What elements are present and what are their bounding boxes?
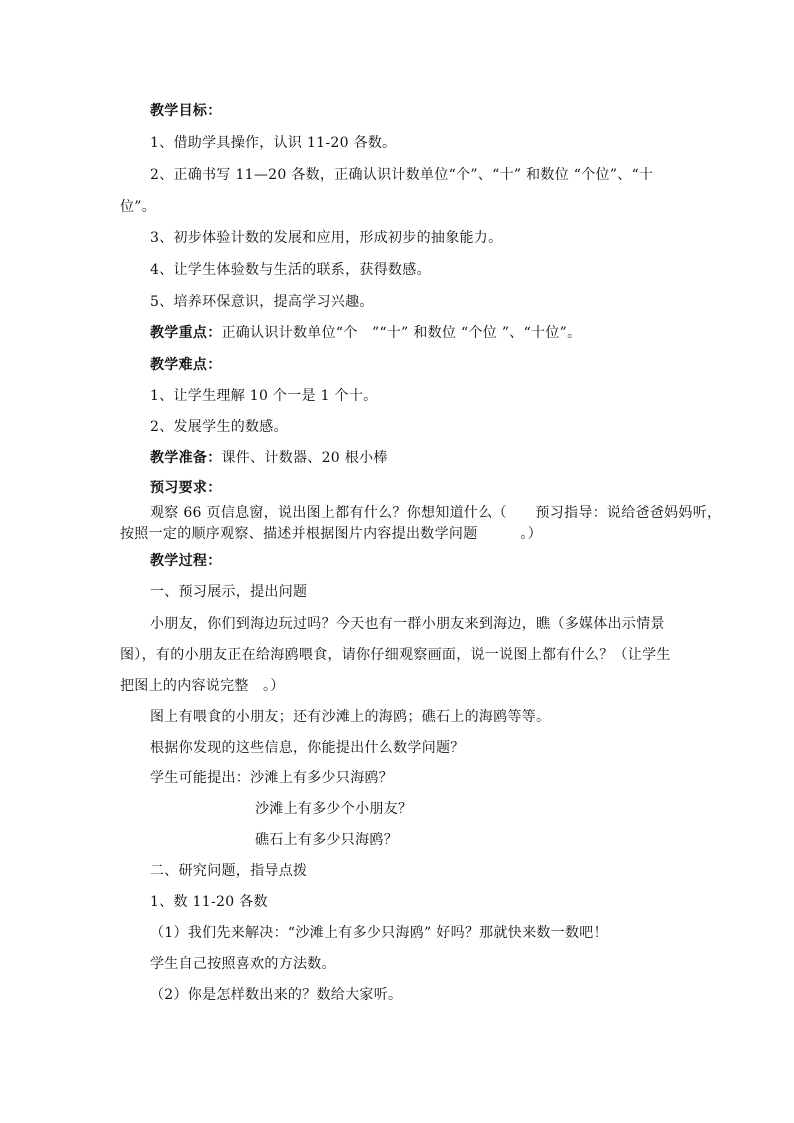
preview-line-1: 观察 66 页信息窗，说出图上都有什么？你想知道什么（ 预习指导：说给爸爸妈妈听， bbox=[150, 505, 722, 521]
difficulty-1: 1、让学生理解 10 个一是 1 个十。 bbox=[150, 388, 378, 404]
key-points bbox=[150, 323, 581, 343]
section2-line-4: （2）你是怎样数出来的？数给大家听。 bbox=[150, 987, 403, 1003]
section1-line-7: 沙滩上有多少个小朋友？ bbox=[255, 801, 413, 817]
objective-4: 4、让学生体验数与生活的联系，获得数感。 bbox=[150, 262, 431, 278]
objectives-title: 教学目标： bbox=[150, 103, 222, 119]
objective-2-cont: 位”。 bbox=[120, 199, 157, 215]
objective-3: 3、初步体验计数的发展和应用，形成初步的抽象能力。 bbox=[150, 230, 503, 246]
preparation-label: 教学准备： bbox=[150, 450, 222, 466]
key-points-text: 正确认识计数单位“个 ”“十” 和数位 “个位 ”、“十位”。 bbox=[221, 325, 582, 341]
section2-line-2: （1）我们先来解决：“沙滩上有多少只海鸥” 好吗？那就快来数一数吧！ bbox=[150, 925, 608, 941]
section2-line-3: 学生自己按照喜欢的方法数。 bbox=[150, 956, 336, 972]
section1-line-6: 学生可能提出：沙滩上有多少只海鸥？ bbox=[150, 770, 394, 786]
process-title: 教学过程： bbox=[150, 553, 222, 569]
section1-line-8: 礁石上有多少只海鸥？ bbox=[255, 832, 398, 848]
preparation-text: 课件、计数器、20 根小棒 bbox=[221, 450, 388, 466]
difficulties-title: 教学难点： bbox=[150, 357, 222, 373]
section1-line-4: 图上有喂食的小朋友；还有沙滩上的海鸥；礁石上的海鸥等等。 bbox=[150, 709, 551, 725]
preview-line-2: 按照一定的顺序观察、描述并根据图片内容提出数学问题 。） bbox=[120, 526, 542, 542]
section1-line-2: 图），有的小朋友正在给海鸥喂食，请你仔细观察画面，说一说图上都有什么？（让学生 bbox=[120, 647, 671, 663]
objective-5: 5、培养环保意识，提高学习兴趣。 bbox=[150, 294, 374, 310]
preview-title: 预习要求： bbox=[150, 480, 222, 496]
section1-line-5: 根据你发现的这些信息，你能提出什么数学问题？ bbox=[150, 740, 465, 756]
key-points-label: 教学重点： bbox=[150, 325, 222, 341]
preparation bbox=[150, 448, 388, 468]
objective-2: 2、正确书写 11—20 各数，正确认识计数单位“个”、“十” 和数位 “个位”、“十 bbox=[150, 167, 654, 183]
section2-title: 二、研究问题，指导点拨 bbox=[150, 863, 308, 879]
difficulty-2: 2、发展学生的数感。 bbox=[150, 419, 288, 435]
section2-line-1: 1、数 11-20 各数 bbox=[150, 894, 268, 910]
section1-title: 一、预习展示，提出问题 bbox=[150, 584, 308, 600]
section1-line-3: 把图上的内容说完整 。） bbox=[120, 678, 285, 694]
section1-line-1: 小朋友，你们到海边玩过吗？今天也有一群小朋友来到海边，瞧（多媒体出示情景 bbox=[150, 616, 665, 632]
objective-1: 1、借助学具操作，认识 11-20 各数。 bbox=[150, 135, 397, 151]
